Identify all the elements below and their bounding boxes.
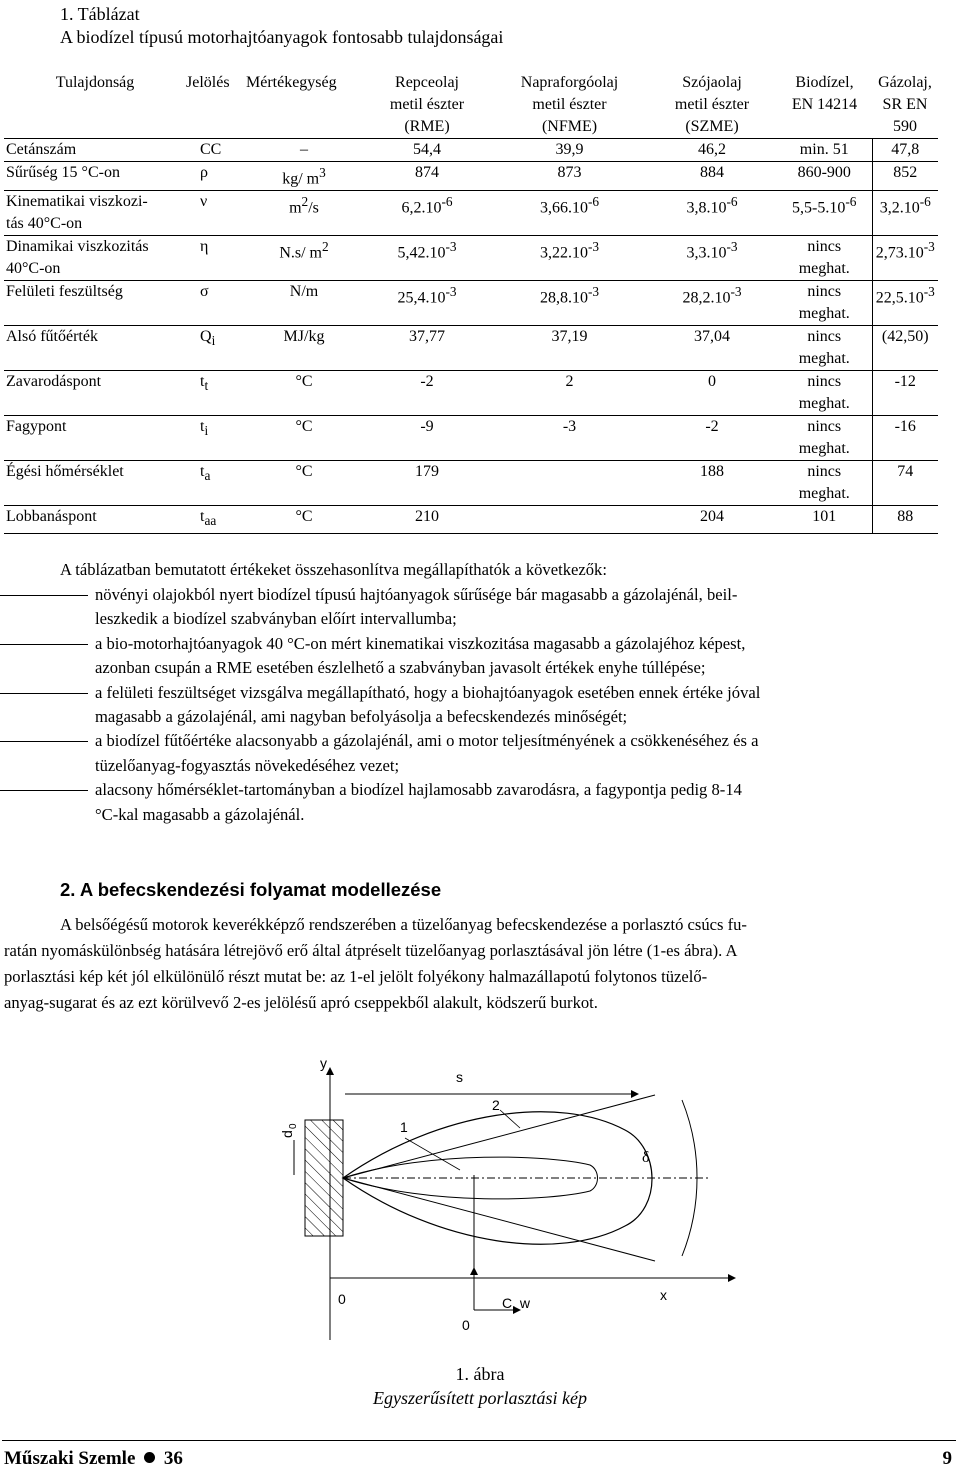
- table-row: [4, 281, 938, 326]
- header-property: Tulajdonság: [55, 74, 135, 91]
- cell-symbol: ν: [186, 191, 246, 236]
- dash-marker: [0, 595, 88, 596]
- svg-text:0: 0: [288, 1123, 299, 1129]
- table-row: [4, 162, 938, 191]
- cone-lower-line: [343, 1178, 655, 1261]
- issue-number: 36: [163, 1448, 183, 1469]
- cell-szme: 0: [647, 371, 777, 416]
- cell-symbol: $Q_i$: [186, 326, 246, 371]
- dash-marker: [0, 644, 88, 645]
- svg-text:d: d: [279, 1130, 295, 1138]
- cell-szme: 188: [647, 461, 777, 506]
- footer-journal: [4, 1448, 183, 1470]
- cell-sr-en590: -12: [872, 371, 938, 416]
- cell-sr-en590: 47,8: [872, 139, 938, 162]
- cell-sr-en590: $22,5.10^{-3}$: [872, 281, 938, 326]
- table-row: [4, 371, 938, 416]
- header-en14214: Biodízel, EN 14214: [791, 74, 858, 113]
- cell-nfme: -3: [492, 416, 647, 461]
- table-row: [4, 461, 938, 506]
- spray-diagram: [230, 1040, 740, 1350]
- cell-nfme: $28,8.10^{-3}$: [492, 281, 647, 326]
- cell-property: Cetánszám: [4, 139, 186, 162]
- cell-unit: $m^2/s$: [246, 191, 362, 236]
- cell-symbol: ρ: [186, 162, 246, 191]
- cell-unit: N/m: [246, 281, 362, 326]
- paragraph-line: A belsőégésű motorok keverékképző rendszerében a tüzelőanyag befecskendezése a porlasztó csúcs fu-: [60, 915, 747, 934]
- cell-szme: -2: [647, 416, 777, 461]
- cell-sr-en590: -16: [872, 416, 938, 461]
- paragraph-line: ratán nyomáskülönbség hatására létrejövő erő által átpréselt tüzelőanyag porlasztásával jön létre (1-es ábra). A: [4, 941, 738, 960]
- cell-sr-en590: $2,73.10^{-3}$: [872, 236, 938, 281]
- cell-sr-en590: $3,2.10^{-6}$: [872, 191, 938, 236]
- list-item: alacsony hőmérséklet-tartományban a biodízel hajlamosabb zavarodásra, a fagypontja pedig 8-14 °C-kal magasabb a gázolajénál.: [0, 778, 954, 827]
- cell-property: Dinamikai viszkozitás 40°C-on: [4, 236, 186, 281]
- cell-szme: $3,3.10^{-3}$: [647, 236, 777, 281]
- cell-rme: 210: [362, 506, 492, 533]
- table-caption-title: A biodízel típusú motorhajtóanyagok fontosabb tulajdonságai: [60, 27, 504, 47]
- cell-nfme: $3,22.10^{-3}$: [492, 236, 647, 281]
- cell-symbol: $t_i$: [186, 416, 246, 461]
- label-y: y: [320, 1055, 327, 1071]
- cell-rme: $6,2.10^{-6}$: [362, 191, 492, 236]
- cell-en14214: nincs meghat.: [777, 326, 872, 371]
- cell-nfme: [492, 506, 647, 533]
- footer-rule: [2, 1440, 956, 1441]
- analysis-intro: A táblázatban bemutatott értékeket összehasonlítva megállapíthatók a következők:: [60, 560, 607, 579]
- page-number: 9: [942, 1448, 952, 1469]
- cell-symbol: $t_{aa}$: [186, 506, 246, 533]
- cell-nfme: 37,19: [492, 326, 647, 371]
- cell-szme: $28,2.10^{-3}$: [647, 281, 777, 326]
- analysis-bullet-list: [0, 583, 954, 827]
- label-cw: C, w: [502, 1295, 530, 1311]
- cell-symbol: σ: [186, 281, 246, 326]
- cell-sr-en590: 852: [872, 162, 938, 191]
- cell-property: Sűrűség 15 °C-on: [4, 162, 186, 191]
- cell-en14214: 860-900: [777, 162, 872, 191]
- table-row: [4, 326, 938, 371]
- label-2: 2: [492, 1097, 500, 1113]
- cell-nfme: [492, 461, 647, 506]
- cell-szme: 46,2: [647, 139, 777, 162]
- table-row: [4, 416, 938, 461]
- cell-symbol: $t_t$: [186, 371, 246, 416]
- cell-symbol: $t_a$: [186, 461, 246, 506]
- cell-rme: -2: [362, 371, 492, 416]
- paragraph-line: porlasztási kép két jól elkülönülő részt mutat be: az 1-el jelölt folyékony halmazállapotú folytonos tüzelő-: [4, 967, 708, 986]
- cell-rme: 37,77: [362, 326, 492, 371]
- cell-unit: MJ/kg: [246, 326, 362, 371]
- cell-en14214: nincs meghat.: [777, 236, 872, 281]
- cell-sr-en590: (42,50): [872, 326, 938, 371]
- cell-sr-en590: 88: [872, 506, 938, 533]
- journal-name: Műszaki Szemle: [4, 1448, 136, 1469]
- cell-property: Felületi feszültség: [4, 281, 186, 326]
- cell-nfme: $3,66.10^{-6}$: [492, 191, 647, 236]
- label-d0: [279, 1123, 299, 1138]
- label-0: 0: [338, 1291, 346, 1307]
- cell-property: Alsó fűtőérték: [4, 326, 186, 371]
- cell-en14214: nincs meghat.: [777, 461, 872, 506]
- cell-sr-en590: 74: [872, 461, 938, 506]
- figure-number: 1. ábra: [455, 1364, 505, 1384]
- label-0-bottom: 0: [462, 1317, 470, 1333]
- cell-en14214: nincs meghat.: [777, 416, 872, 461]
- header-sr-en590: Gázolaj, SR EN 590: [878, 74, 932, 135]
- table-row: [4, 191, 938, 236]
- dash-marker: [0, 741, 88, 742]
- cell-szme: 884: [647, 162, 777, 191]
- label-x: x: [660, 1287, 667, 1303]
- cell-rme: 54,4: [362, 139, 492, 162]
- list-item: a bio-motorhajtóanyagok 40 °C-on mért kinematikai viszkozitása magasabb a gázolajéhoz képest, azonban csupán a RME esetében észlelhető a szabványban javasolt értékek enyhe túllépése;: [0, 632, 954, 681]
- dash-marker: [0, 693, 88, 694]
- cell-unit: °C: [246, 461, 362, 506]
- section-paragraph: [4, 912, 954, 1016]
- cell-property: Fagypont: [4, 416, 186, 461]
- cell-en14214: $5,5-5.10^{-6}$: [777, 191, 872, 236]
- cell-property: Zavarodáspont: [4, 371, 186, 416]
- header-szme: Szójaolaj metil észter (SZME): [674, 74, 750, 135]
- cell-property: Lobbanáspont: [4, 506, 186, 533]
- properties-table: [4, 72, 938, 534]
- cell-rme: -9: [362, 416, 492, 461]
- label-1: 1: [400, 1119, 408, 1135]
- list-item: a felületi feszültséget vizsgálva megállapítható, hogy a biohajtóanyagok esetében ennek értéke jóval magasabb a gázolajénál, ami nagyban befolyásolja a befecskendezés minőségét;: [0, 681, 954, 730]
- cell-en14214: min. 51: [777, 139, 872, 162]
- cell-unit: –: [246, 139, 362, 162]
- cell-unit: °C: [246, 416, 362, 461]
- cell-unit: °C: [246, 371, 362, 416]
- cell-nfme: 2: [492, 371, 647, 416]
- cell-rme: 874: [362, 162, 492, 191]
- bullet-icon: [144, 1452, 155, 1463]
- label-s: s: [456, 1069, 463, 1085]
- cell-rme: $5,42.10^{-3}$: [362, 236, 492, 281]
- cell-szme: $3,8.10^{-6}$: [647, 191, 777, 236]
- cell-unit: N.s/ $m^2$: [246, 236, 362, 281]
- header-unit: Mértékegység: [246, 74, 337, 91]
- cell-en14214: 101: [777, 506, 872, 533]
- cell-unit: °C: [246, 506, 362, 533]
- cell-symbol: CC: [186, 139, 246, 162]
- figure-title: Egyszerűsített porlasztási kép: [373, 1388, 587, 1408]
- cell-rme: 179: [362, 461, 492, 506]
- cell-en14214: nincs meghat.: [777, 281, 872, 326]
- cell-unit: kg/ $m^3$: [246, 162, 362, 191]
- table-row: [4, 139, 938, 162]
- dash-marker: [0, 790, 88, 791]
- table-row: [4, 506, 938, 533]
- paragraph-line: anyag-sugarat és az ezt körülvevő 2-es jelölésű apró cseppekből alakult, ködszerű burkot.: [4, 993, 598, 1012]
- table-caption-number: 1. Táblázat: [60, 4, 140, 24]
- cell-szme: 204: [647, 506, 777, 533]
- table-header-row: [4, 72, 938, 139]
- cell-nfme: 39,9: [492, 139, 647, 162]
- nozzle-block: [305, 1120, 343, 1236]
- cell-rme: $25,4.10^{-3}$: [362, 281, 492, 326]
- label-delta: δ: [642, 1149, 650, 1166]
- section-heading: 2. A befecskendezési folyamat modellezése: [60, 879, 442, 900]
- cell-property: Kinematikai viszkozi- tás 40°C-on: [4, 191, 186, 236]
- cell-nfme: 873: [492, 162, 647, 191]
- cell-szme: 37,04: [647, 326, 777, 371]
- header-rme: Repceolaj metil észter (RME): [389, 74, 465, 135]
- cell-property: Égési hőmérséklet: [4, 461, 186, 506]
- list-item: növényi olajokból nyert biodízel típusú hajtóanyagok sűrűsége bár magasabb a gázolajénál, beil- leszkedik a biodízel szabványban előírt intervallumba;: [0, 583, 954, 632]
- list-item: a biodízel fűtőértéke alacsonyabb a gázolajénál, ami o motor teljesítményének a csökkenéséhez és a tüzelőanyag-fogyasztás növekedéséhez vezet;: [0, 729, 954, 778]
- header-symbol: Jelölés: [186, 74, 230, 91]
- cell-en14214: nincs meghat.: [777, 371, 872, 416]
- cell-symbol: η: [186, 236, 246, 281]
- header-nfme: Napraforgóolaj metil észter (NFME): [520, 74, 619, 135]
- table-row: [4, 236, 938, 281]
- leader-1: [405, 1138, 460, 1170]
